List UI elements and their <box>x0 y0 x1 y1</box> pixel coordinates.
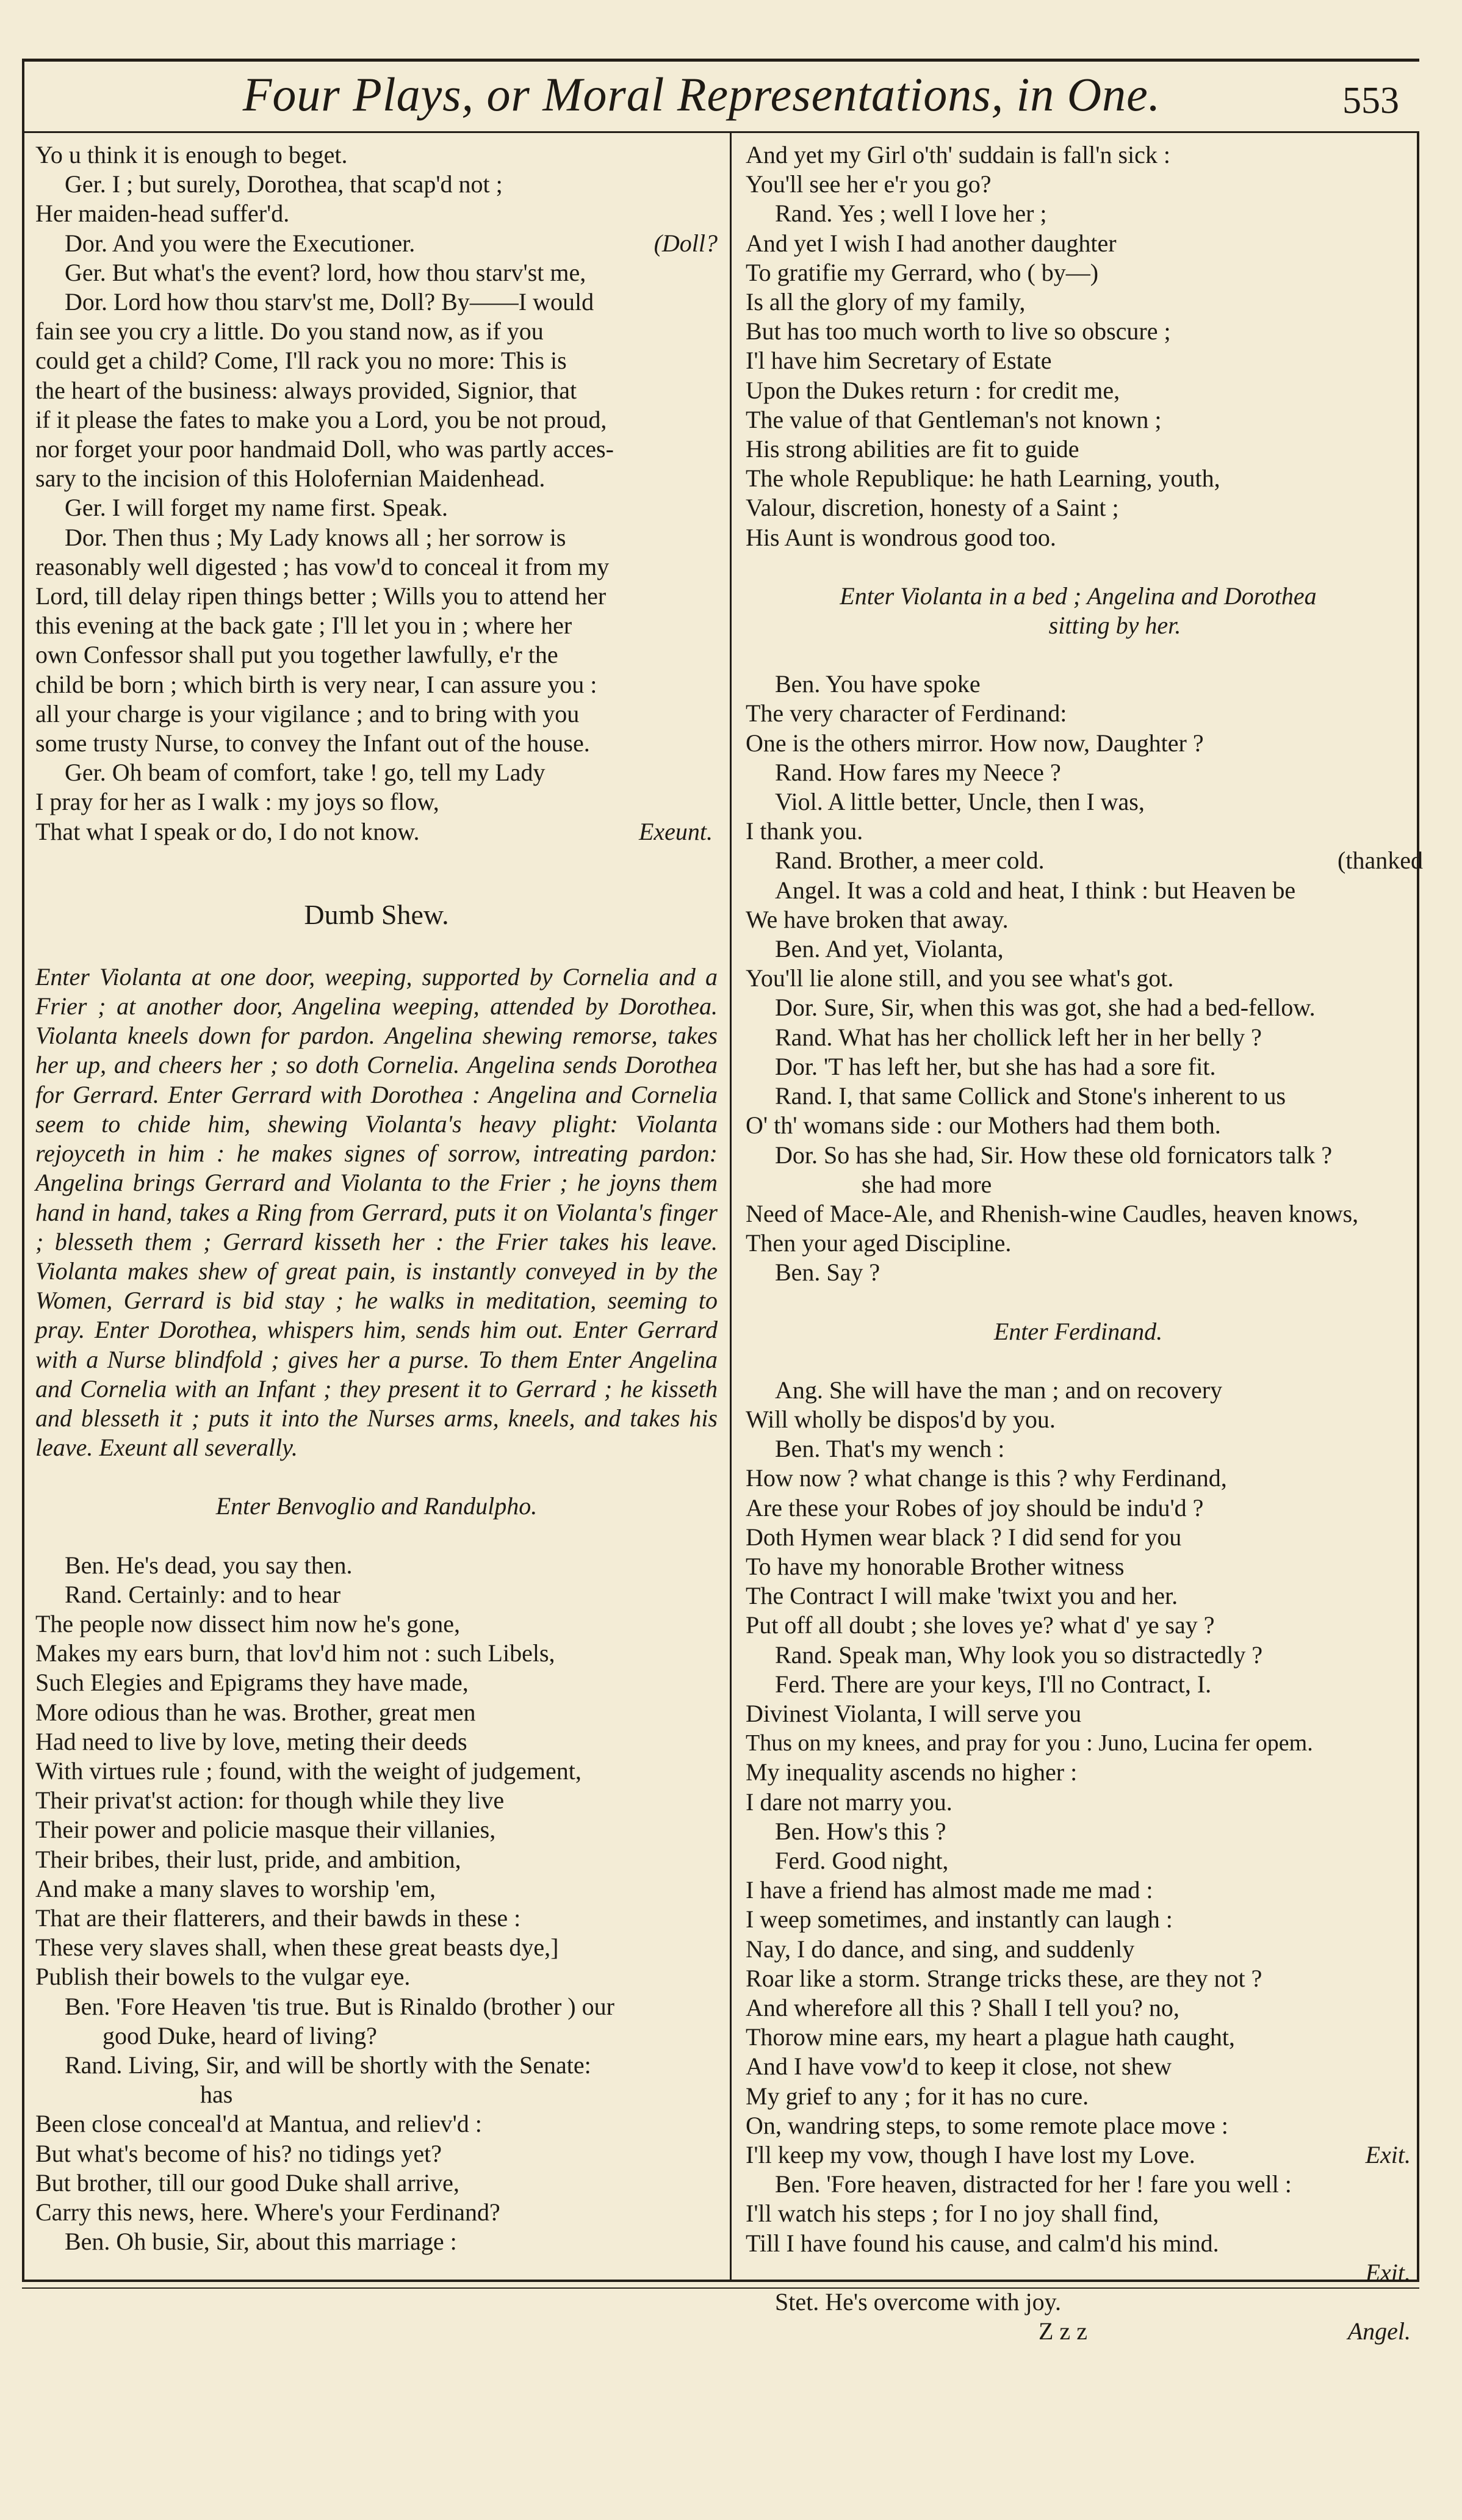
text-line: Rand. How fares my Neece ? <box>775 758 1061 786</box>
text-line: Ben. And yet, Violanta, <box>775 935 1004 963</box>
text-line: Upon the Dukes return : for credit me, <box>746 376 1120 404</box>
text-line: nor forget your poor handmaid Doll, who was partly acces- <box>35 435 614 463</box>
text-line: And make a many slaves to worship 'em, <box>35 1874 436 1902</box>
text-line: Ben. 'Fore Heaven 'tis true. But is Rinaldo (brother ) our <box>65 1992 614 2020</box>
text-line: Rand. Yes ; well I love her ; <box>775 200 1047 228</box>
turnover: (Doll? <box>654 229 718 257</box>
frame-left-rule <box>22 59 24 2280</box>
column-divider <box>730 131 732 2280</box>
stage-direction: sitting by her. <box>1048 612 1181 640</box>
running-head-title: Four Plays, or Moral Representations, in One. <box>242 68 1161 121</box>
text-line: Ben. Say ? <box>775 1258 880 1287</box>
text-line: My grief to any ; for it has no cure. <box>746 2082 1089 2110</box>
text-line: this evening at the back gate ; I'll let you in ; where her <box>35 612 572 640</box>
text-line: Ben. He's dead, you say then. <box>65 1551 353 1579</box>
exit-direction: Exit. <box>1365 2141 1411 2168</box>
text-line: good Duke, heard of living? <box>103 2021 377 2049</box>
text-line: And wherefore all this ? Shall I tell you? no, <box>746 1993 1179 2021</box>
text-line: Ger. I will forget my name first. Speak. <box>65 494 448 522</box>
text-line: The whole Republique: he hath Learning, youth, <box>746 464 1220 493</box>
text-line <box>35 229 718 258</box>
text-line: Need of Mace-Ale, and Rhenish-wine Caudles, heaven knows, <box>746 1199 1359 1227</box>
text-line: I have a friend has almost made me mad : <box>746 1876 1153 1904</box>
text-line: has <box>200 2081 233 2109</box>
signature-mark: Z z z <box>1039 2317 1087 2345</box>
dumb-show-text: Enter Violanta at one door, weeping, supported by Cornelia and a Frier ; at another door, Angelina weeping, attended by Dorothea. Violanta kneels down for pardon. Angelina shewing remorse, takes her up, and cheers her ; so doth Cornelia. Angelina sends Dorothea for Gerrard. Enter Gerrard with Dorothea : Angelina and Cornelia seem to chide him, shewing Violanta's heavy plight: Violanta rejoyceth in him : he makes signes of sorrow, intreating pardon: Angelina brings Gerrard and Violanta to the Frier ; he joyns them hand in hand, takes a Ring from Gerrard, puts it on Violanta's finger ; blesseth them ; Gerrard kisseth her : the Frier takes his leave. Violanta makes shew of great pain, is instantly conveyed in by the Women, Gerrard is bid stay ; he walks in meditation, seeming to pray. Enter Dorothea, whispers him, sends him out. Enter Gerrard with a Nurse blindfold ; gives her a purse. To them Enter Angelina and Cornelia with an Infant ; they present it to Gerrard ; he kisseth and blesseth it ; puts it into the Nurses arms, kneels, and takes his leave. Exeunt all severally. <box>35 962 718 1462</box>
text-line: Dor. 'T has left her, but she has had a sore fit. <box>775 1052 1216 1080</box>
text-line: reasonably well digested ; has vow'd to conceal it from my <box>35 552 610 580</box>
text-line: child be born ; which birth is very near, I can assure you : <box>35 670 597 698</box>
text-line: Dor. Lord how thou starv'st me, Doll? By——I would <box>65 288 594 316</box>
text-line: My inequality ascends no higher : <box>746 1758 1078 1786</box>
text-line: Ang. She will have the man ; and on recovery <box>775 1376 1223 1404</box>
text-line: Ferd. There are your keys, I'll no Contract, I. <box>775 1670 1212 1698</box>
text-line: she had more <box>862 1170 992 1198</box>
text-line: Rand. I, that same Collick and Stone's inherent to us <box>775 1082 1286 1110</box>
text-line: These very slaves shall, when these great beasts dye,] <box>35 1933 559 1962</box>
text-line: Stet. He's overcome with joy. <box>775 2288 1061 2316</box>
text-line: But what's become of his? no tidings yet? <box>35 2139 442 2167</box>
text-line: Nay, I do dance, and sing, and suddenly <box>746 1935 1135 1963</box>
text-line: And yet I wish I had another daughter <box>746 229 1117 257</box>
page-number: 553 <box>1342 80 1399 121</box>
text-line: His Aunt is wondrous good too. <box>746 523 1056 551</box>
text-line: Dor. Sure, Sir, when this was got, she had a bed-fellow. <box>775 994 1316 1022</box>
text-line: Such Elegies and Epigrams they have made, <box>35 1669 469 1697</box>
dumb-show-heading: Dumb Shew. <box>304 898 449 930</box>
text-line: His strong abilities are fit to guide <box>746 435 1079 463</box>
text-line: You'll see her e'r you go? <box>746 170 992 198</box>
left-column <box>35 140 718 2256</box>
turnover: (thanked <box>1338 847 1423 875</box>
text-line: Ben. Oh busie, Sir, about this marriage : <box>65 2228 457 2256</box>
text-line: I'l have him Secretary of Estate <box>746 347 1052 375</box>
text-line: Rand. Living, Sir, and will be shortly with the Senate: <box>65 2051 591 2079</box>
speech: Rand. Brother, a meer cold. <box>775 847 1045 875</box>
text-line: I thank you. <box>746 817 863 845</box>
text-line: On, wandring steps, to some remote place move : <box>746 2111 1228 2139</box>
text-line: That are their flatterers, and their bawds in these : <box>35 1904 521 1932</box>
right-column <box>746 140 1423 2346</box>
text-line: own Confessor shall put you together lawfully, e'r the <box>35 641 558 669</box>
text-line: the heart of the business: always provided, Signior, that <box>35 376 577 404</box>
text-line: some trusty Nurse, to convey the Infant out of the house. <box>35 729 590 757</box>
text-line: I'll watch his steps ; for I no joy shall find, <box>746 2200 1159 2228</box>
stage-direction: Enter Violanta in a bed ; Angelina and Dorothea <box>840 582 1317 610</box>
text-line: Ferd. Good night, <box>775 1846 949 1874</box>
text-line: Doth Hymen wear black ? I did send for you <box>746 1523 1182 1551</box>
text-line: Carry this news, here. Where's your Ferdinand? <box>35 2198 500 2226</box>
text-line: if it please the fates to make you a Lord, you be not proud, <box>35 405 607 433</box>
text-line: Ben. 'Fore heaven, distracted for her ! fare you well : <box>775 2170 1292 2198</box>
speech: That what I speak or do, I do not know. <box>35 817 420 845</box>
text-line: could get a child? Come, I'll rack you no more: This is <box>35 347 567 375</box>
text-line: Viol. A little better, Uncle, then I was, <box>775 788 1145 816</box>
text-line: Been close conceal'd at Mantua, and reliev'd : <box>35 2110 482 2138</box>
text-line: Till I have found his cause, and calm'd his mind. <box>746 2229 1219 2257</box>
text-line: Angel. It was a cold and heat, I think : but Heaven be <box>775 876 1296 904</box>
text-line: More odious than he was. Brother, great men <box>35 1698 476 1726</box>
text-line: I dare not marry you. <box>746 1788 952 1816</box>
text-line: How now ? what change is this ? why Ferdinand, <box>746 1464 1227 1492</box>
text-line: One is the others mirror. How now, Daughter ? <box>746 729 1204 757</box>
text-line: fain see you cry a little. Do you stand now, as if you <box>35 317 544 345</box>
text-line: Ger. I ; but surely, Dorothea, that scap'd not ; <box>65 170 503 198</box>
speech: I'll keep my vow, though I have lost my Love. <box>746 2141 1195 2168</box>
text-line <box>746 2317 1411 2346</box>
text-line: Dor. So has she had, Sir. How these old fornicators talk ? <box>775 1141 1333 1169</box>
text-line: To gratifie my Gerrard, who ( by—) <box>746 258 1099 286</box>
text-line: Thus on my knees, and pray for you : Juno, Lucina fer opem. <box>746 1730 1313 1756</box>
text-line: Yo u think it is enough to beget. <box>35 141 348 168</box>
text-line: The value of that Gentleman's not known ; <box>746 405 1162 433</box>
text-line: You'll lie alone still, and you see what's got. <box>746 964 1174 992</box>
text-line: I weep sometimes, and instantly can laugh : <box>746 1905 1173 1933</box>
text-line: Ben. You have spoke <box>775 670 981 698</box>
text-line: And I have vow'd to keep it close, not shew <box>746 2052 1172 2081</box>
text-line: Their power and policie masque their villanies, <box>35 1816 496 1844</box>
text-line: Thorow mine ears, my heart a plague hath caught, <box>746 2023 1235 2051</box>
text-line: Then your aged Discipline. <box>746 1229 1012 1257</box>
text-line: Ben. That's my wench : <box>775 1435 1005 1463</box>
text-line: With virtues rule ; found, with the weight of judgement, <box>35 1756 582 1785</box>
text-line: Their bribes, their lust, pride, and ambition, <box>35 1845 461 1873</box>
text-line: But brother, till our good Duke shall arrive, <box>35 2168 459 2197</box>
stage-direction: Enter Ferdinand. <box>993 1317 1163 1345</box>
text-line: Dor. Then thus ; My Lady knows all ; her sorrow is <box>65 523 566 551</box>
text-line <box>35 817 718 847</box>
text-line: Their privat'st action: for though while they live <box>35 1786 505 1814</box>
text-line <box>746 846 1423 875</box>
text-line: To have my honorable Brother witness <box>746 1552 1125 1580</box>
text-line: Roar like a storm. Strange tricks these, are they not ? <box>746 1964 1262 1992</box>
text-line: Is all the glory of my family, <box>746 288 1026 316</box>
text-line: The very character of Ferdinand: <box>746 699 1067 727</box>
text-line: I pray for her as I walk : my joys so flow, <box>35 788 439 816</box>
exit-direction: Exeunt. <box>638 817 713 845</box>
scene-heading: Enter Benvoglio and Randulpho. <box>215 1492 538 1520</box>
text-line: Makes my ears burn, that lov'd him not : such Libels, <box>35 1639 555 1667</box>
text-line: Publish their bowels to the vulgar eye. <box>35 1963 411 1991</box>
text-line: Her maiden-head suffer'd. <box>35 200 290 228</box>
speech: Dor. And you were the Executioner. <box>65 229 416 257</box>
text-line: all your charge is your vigilance ; and to bring with you <box>35 699 580 727</box>
text-line: Ger. But what's the event? lord, how thou starv'st me, <box>65 258 586 286</box>
text-line: Rand. Speak man, Why look you so distractedly ? <box>775 1641 1263 1669</box>
catchword: Angel. <box>1347 2317 1411 2345</box>
text-line: Rand. Certainly: and to hear <box>65 1580 341 1608</box>
text-line: Put off all doubt ; she loves ye? what d' ye say ? <box>746 1611 1215 1639</box>
text-line: O' th' womans side : our Mothers had them both. <box>746 1111 1221 1139</box>
text-line: Divinest Violanta, I will serve you <box>746 1699 1082 1727</box>
text-line: Ben. How's this ? <box>775 1817 946 1845</box>
text-line: Are these your Robes of joy should be indu'd ? <box>746 1493 1204 1522</box>
text-line <box>746 2140 1411 2170</box>
text-line: Rand. What has her chollick left her in her belly ? <box>775 1023 1262 1051</box>
text-line: Had need to live by love, meting their deeds <box>35 1727 467 1755</box>
frame-right-rule <box>1417 131 1419 2280</box>
exit-direction: Exit. <box>1365 2258 1411 2286</box>
text-line: The Contract I will make 'twixt you and her. <box>746 1582 1178 1610</box>
text-line: And yet my Girl o'th' suddain is fall'n sick : <box>746 141 1170 168</box>
text-line: sary to the incision of this Holofernian Maidenhead. <box>35 464 546 493</box>
text-line: Ger. Oh beam of comfort, take ! go, tell my Lady <box>65 759 546 787</box>
text-line: But has too much worth to live so obscure ; <box>746 317 1171 345</box>
text-line: The people now dissect him now he's gone, <box>35 1609 460 1637</box>
text-line: Lord, till delay ripen things better ; Wills you to attend her <box>35 582 607 610</box>
text-line: Valour, discretion, honesty of a Saint ; <box>746 494 1119 522</box>
text-line: Will wholly be dispos'd by you. <box>746 1405 1056 1433</box>
header-rule-bottom <box>22 131 1419 133</box>
text-line: We have broken that away. <box>746 905 1009 933</box>
